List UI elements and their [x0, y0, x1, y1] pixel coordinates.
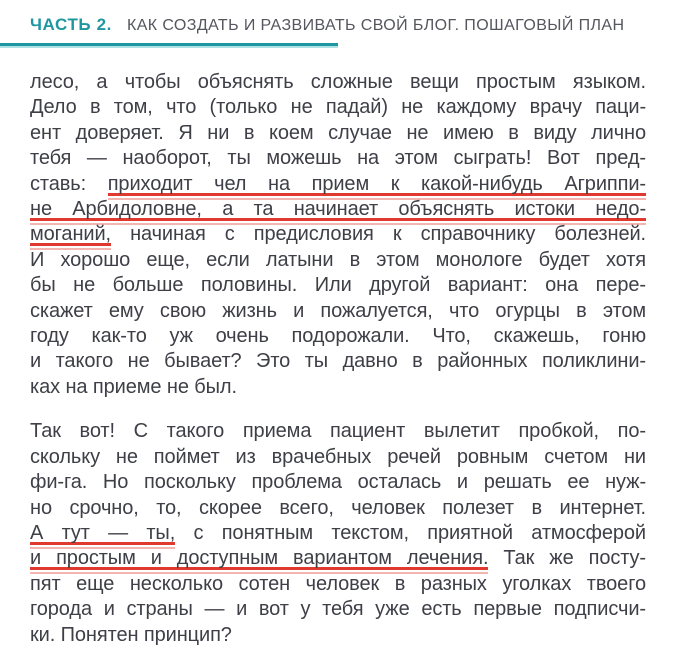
red-underlined-text: моганий, — [30, 223, 111, 250]
text-line — [30, 70, 646, 95]
text-segment: начиная с предисловия к справочнику болезней. — [111, 223, 646, 246]
text-line — [30, 273, 646, 298]
text-segment: скольку не поймет из врачебных речей ровным счетом ни — [30, 445, 646, 468]
text-line — [30, 419, 646, 444]
part-label: ЧАСТЬ 2. — [30, 15, 112, 34]
red-underlined-text: приходит чел на прием к какой-нибудь Агриппи- — [108, 173, 646, 200]
text-line — [30, 197, 646, 222]
header-accent-rule — [0, 43, 338, 48]
text-segment: ент доверяет. Я ни в коем случае не имею в виду лично — [30, 121, 646, 144]
text-segment: города и страны — и вот у тебя уже есть первые подписчи- — [30, 598, 646, 621]
text-line — [30, 95, 646, 120]
text-segment: ках на приеме не был. — [30, 375, 237, 398]
text-segment: скажет ему свою жизнь и пожалуется, что огурцы в этом — [30, 299, 646, 322]
text-segment: но срочно, то, скорее всего, человек полезет в интернет. — [30, 496, 646, 519]
text-line — [30, 222, 646, 247]
text-line — [30, 324, 646, 349]
text-line — [30, 572, 646, 597]
text-segment: году как-то уж очень подорожали. Что, скажешь, гоню — [30, 325, 646, 348]
red-underlined-text: А тут — ты, — [30, 522, 175, 549]
text-segment: с понятным текстом, приятной атмосферой — [175, 521, 647, 544]
text-line — [30, 521, 646, 546]
text-line — [30, 623, 646, 648]
text-segment: ки. Понятен принцип? — [30, 623, 232, 646]
text-segment: Так вот! С такого приема пациент вылетит пробкой, по- — [30, 420, 646, 443]
chapter-title: КАК СОЗДАТЬ И РАЗВИВАТЬ СВОЙ БЛОГ. ПОШАГОВЫЙ ПЛАН — [126, 17, 625, 34]
text-line — [30, 121, 646, 146]
text-segment: бы не больше половины. Или другой вариант: она пере- — [30, 274, 646, 297]
text-segment: и такого не бывает? Это ты давно в районных поликлини- — [30, 350, 646, 373]
text-line — [30, 349, 646, 374]
text-segment: Так же посту- — [488, 547, 646, 570]
text-line — [30, 597, 646, 622]
text-segment: пят еще несколько сотен человек в разных уголках твоего — [30, 572, 646, 595]
text-segment: тебя — наоборот, ты можешь на этом сыграть! Вот пред- — [30, 147, 646, 170]
red-underlined-text: и простым и доступным вариантом лечения. — [30, 547, 488, 574]
text-line — [30, 172, 646, 197]
page-header — [30, 15, 663, 35]
text-segment: лесо, а чтобы объяснять сложные вещи простым языком. — [30, 71, 646, 93]
text-line — [30, 146, 646, 171]
paragraph — [30, 419, 646, 648]
text-line — [30, 496, 646, 521]
text-line — [30, 546, 646, 571]
text-line — [30, 445, 646, 470]
text-segment: И хорошо еще, если латыни в этом монологе будет хотя — [30, 248, 646, 271]
paragraph — [30, 70, 646, 400]
text-segment: фи-га. Но поскольку проблема осталась и решать ее нуж- — [30, 471, 646, 494]
body-text — [30, 70, 646, 648]
text-segment: Дело в том, что (только не падай) не каждому врачу паци- — [30, 96, 646, 119]
text-line — [30, 470, 646, 495]
text-line — [30, 375, 646, 400]
red-underlined-text: не Арбидоловне, а та начинает объяснять истоки недо- — [30, 198, 646, 225]
text-line — [30, 299, 646, 324]
text-segment: ставь: — [30, 172, 108, 195]
text-line — [30, 248, 646, 273]
